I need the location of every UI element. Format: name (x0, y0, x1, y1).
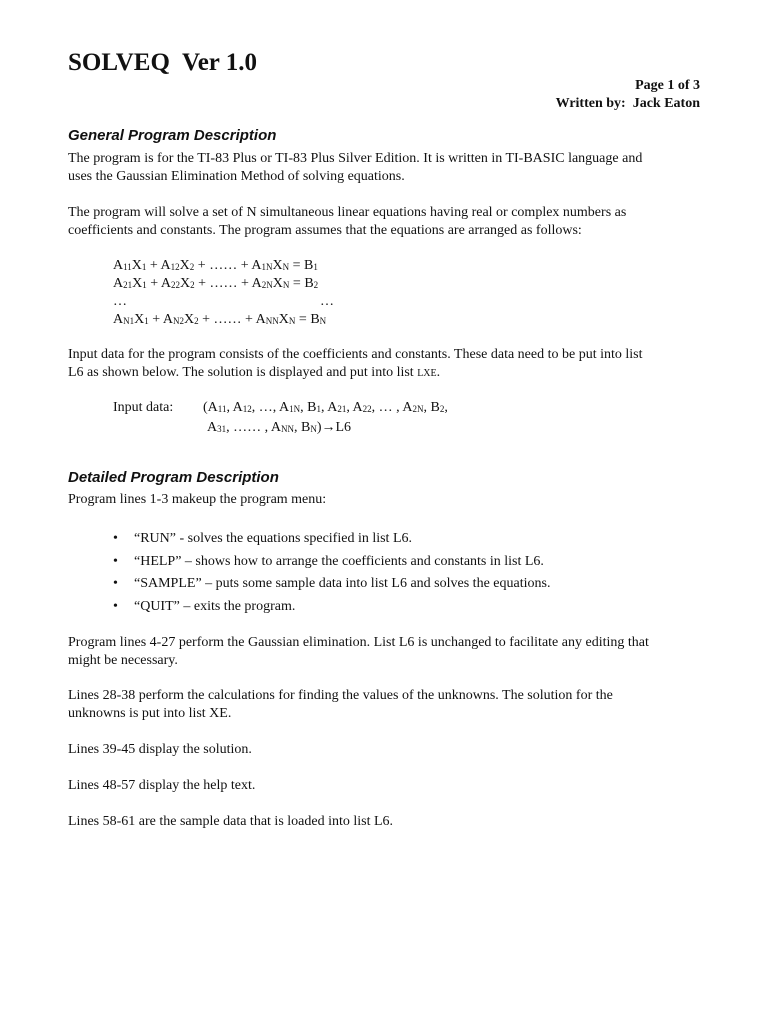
menu-options-list (113, 530, 550, 620)
text-line: might be necessary. (68, 653, 178, 668)
detailed-paragraph-1 (68, 634, 708, 670)
input-data-line-2: $A_{31}$, …… , $A_{NN}$, $B_N)\to L6$ (207, 420, 352, 435)
detailed-description-heading: Detailed Program Description (68, 469, 279, 486)
general-paragraph-1 (68, 150, 708, 186)
detailed-paragraph-2 (68, 687, 708, 723)
list-item: • “RUN” - solves the equations specified in list L6. (113, 531, 412, 546)
list-item: • “HELP” – shows how to arrange the coefficients and constants in list L6. (113, 553, 544, 569)
equation-row-2: $A_{21}X_1 + A_{22}X_2$ + …… + $A_{2N}X_N = B_2$ (113, 276, 319, 291)
equation-ellipsis-right: … (320, 294, 334, 309)
text-line: The program is for the TI-83 Plus or TI-83 Plus Silver Edition. It is written in TI-BASIC language and (68, 151, 643, 166)
bullet-icon: • (113, 553, 118, 569)
detailed-paragraph-3: Lines 39-45 display the solution. (68, 742, 252, 757)
bullet-icon: • (113, 531, 118, 546)
list-item: • “QUIT” – exits the program. (113, 598, 296, 614)
list-name: LXE (417, 368, 437, 379)
author-line: Written by: Jack Eaton (555, 96, 700, 111)
text-line: uses the Gaussian Elimination Method of solving equations. (68, 169, 405, 184)
equation-row-n: $A_{N1}X_1 + A_{N2}X_2$ + …… + $A_{NN}X_N = B_N$ (113, 312, 327, 327)
text-line: The program will solve a set of N simultaneous linear equations having real or complex numbers as (68, 205, 627, 220)
equation-ellipsis-left: … (113, 294, 127, 309)
list-item: • “SAMPLE” – puts some sample data into list L6 and solves the equations. (113, 576, 551, 591)
bullet-icon: • (113, 576, 118, 591)
text-line: coefficients and constants. The program assumes that the equations are arranged as follows: (68, 223, 582, 238)
detailed-paragraph-5: Lines 58-61 are the sample data that is loaded into list L6. (68, 814, 394, 829)
general-description-heading: General Program Description (68, 127, 277, 144)
text-line: Input data for the program consists of the coefficients and constants. These data need to be put into list (68, 347, 643, 362)
page-number: Page 1 of 3 (635, 78, 700, 93)
text-line: L6 as shown below. The solution is displayed and put into list LXE. (68, 365, 441, 380)
input-data-label: Input data: (113, 400, 174, 415)
input-data-line-1: ($A_{11}$, $A_{12}$, …, $A_{1N}$, $B_1$, $A_{21}$, $A_{22}$, … , $A_{2N}$, $B_2$, (203, 400, 448, 415)
text-line: unknowns is put into list XE. (68, 706, 232, 721)
text-line: Program lines 4-27 perform the Gaussian elimination. List L6 is unchanged to facilitate any editing that (68, 635, 649, 650)
detailed-paragraph-4: Lines 48-57 display the help text. (68, 778, 256, 793)
bullet-icon: • (113, 598, 118, 614)
text-line: Lines 28-38 perform the calculations for finding the values of the unknowns. The solution for the (68, 688, 613, 703)
detailed-intro: Program lines 1-3 makeup the program menu: (68, 492, 327, 507)
general-paragraph-2 (68, 204, 708, 240)
general-paragraph-3 (68, 346, 708, 383)
equation-row-1: $A_{11}X_1 + A_{12}X_2$ + …… + $A_{1N}X_N = B_1$ (113, 258, 318, 273)
document-title: SOLVEQ Ver 1.0 (68, 49, 257, 76)
